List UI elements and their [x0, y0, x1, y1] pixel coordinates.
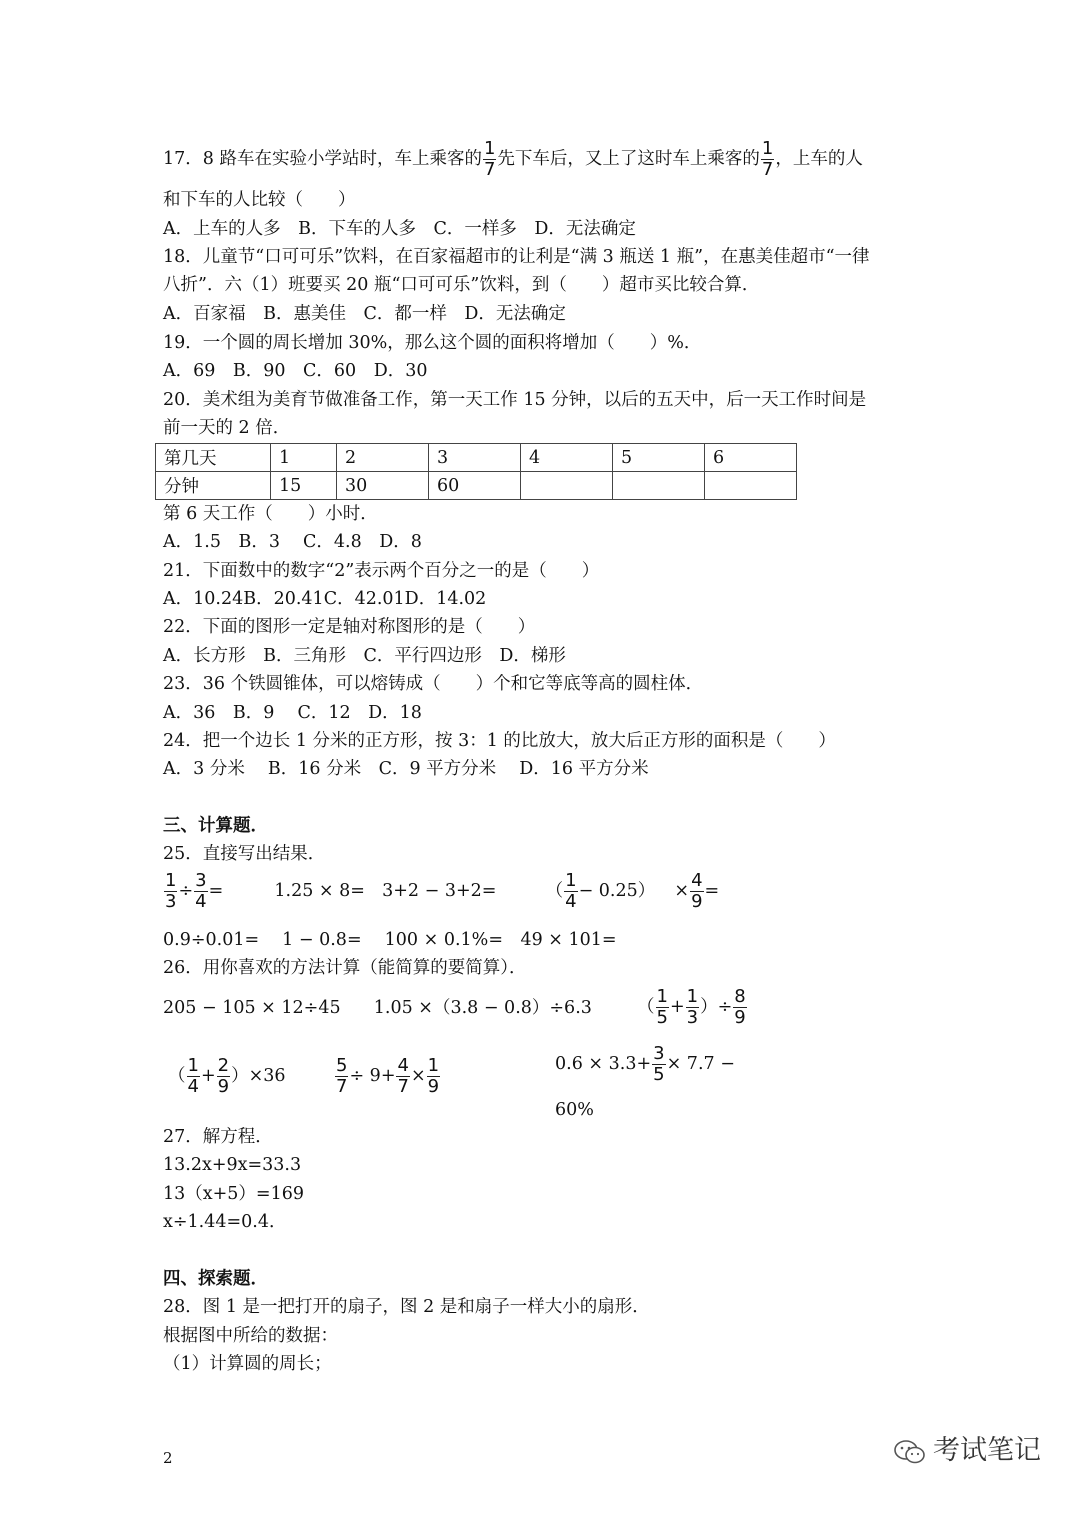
q17-fraction-1 [483, 140, 496, 179]
q20-line2: 前一天的 2 倍． [163, 418, 291, 438]
q23-options: A．36 B．9 C．12 D．18 [163, 703, 422, 723]
q26-d-close: ）×36 [231, 1066, 286, 1086]
q26-c-frac3 [733, 988, 746, 1027]
frac-num: 1 [483, 138, 496, 159]
q26-c-frac1 [656, 988, 669, 1027]
q25-e4-frac1 [564, 872, 577, 911]
q25-e4-mid: − 0.25） [578, 881, 656, 901]
q21-options: A．10.24B．20.41C．42.01D．14.02 [163, 589, 487, 609]
q26-a: 205 − 105 × 12÷45 [163, 997, 341, 1018]
q26-row1 [163, 988, 748, 1027]
q27-eq2: 13（x+5）=169 [163, 1184, 304, 1204]
q17-line1 [163, 140, 863, 179]
q17-text-suffix: ，上车的人 [775, 149, 863, 169]
q25-e1-op: ÷ [178, 881, 194, 901]
table-row [156, 444, 797, 472]
frac-num: 1 [187, 1055, 199, 1076]
table-cell: 第几天 [156, 444, 271, 472]
q19-line1: 19．一个圆的周长增加 30%，那么这个圆的面积将增加（ ）%． [163, 333, 702, 353]
table-cell [521, 472, 613, 500]
frac-den: 5 [656, 1007, 668, 1028]
page-number: 2 [163, 1449, 173, 1467]
watermark [893, 1428, 1041, 1467]
q28-line2: 根据图中所给的数据： [163, 1326, 338, 1346]
q25-e4-times: × [674, 881, 690, 901]
q21-line1: 21．下面数中的数字“2”表示两个百分之一的是（ ） [163, 561, 600, 581]
table-cell [705, 472, 797, 500]
q26-c-plus: + [670, 997, 685, 1017]
frac-den: 4 [195, 891, 207, 912]
frac-den: 7 [483, 159, 496, 180]
q20-table [155, 443, 797, 500]
frac-den: 7 [336, 1076, 348, 1097]
q26-e [334, 1057, 441, 1096]
table-cell: 5 [613, 444, 705, 472]
q18-line2: 八折”．六（1）班要买 20 瓶“口可可乐”饮料，到（ ）超市买比较合算． [163, 275, 760, 295]
section-3-title: 三、计算题． [163, 816, 268, 836]
table-cell: 30 [337, 472, 429, 500]
table-cell: 15 [271, 472, 337, 500]
frac-den: 9 [691, 891, 703, 912]
q26-e-frac2 [396, 1057, 409, 1096]
frac-num: 1 [165, 870, 177, 891]
q25-line1: 25．直接写出结果． [163, 844, 326, 864]
q17-options: A．上车的人多 B．下车的人多 C．一样多 D．无法确定 [163, 219, 636, 239]
frac-den: 7 [761, 159, 774, 180]
q22-line1: 22．下面的图形一定是轴对称图形的是（ ） [163, 617, 536, 637]
q17-text-mid: 先下车后，又上了这时车上乘客的 [497, 149, 760, 169]
frac-den: 9 [217, 1076, 230, 1097]
frac-num: 1 [427, 1055, 440, 1076]
frac-den: 3 [686, 1007, 699, 1028]
q25-row1 [163, 872, 719, 911]
watermark-text: 考试笔记 [933, 1435, 1041, 1466]
frac-num: 3 [653, 1043, 665, 1064]
q26-e-frac3 [427, 1057, 440, 1096]
frac-num: 2 [217, 1055, 230, 1076]
table-cell: 6 [705, 444, 797, 472]
q20-line1: 20．美术组为美育节做准备工作，第一天工作 15 分钟，以后的五天中，后一天工作时间是 [163, 390, 867, 410]
q27-line1: 27．解方程． [163, 1127, 273, 1147]
q25-e1-frac1 [164, 872, 177, 911]
table-cell: 分钟 [156, 472, 271, 500]
table-cell: 60 [429, 472, 521, 500]
q26-d-frac2 [217, 1057, 230, 1096]
q17-fraction-2 [761, 140, 774, 179]
q26-f-line2: 60% [555, 1100, 594, 1120]
q26-e-times: × [410, 1066, 426, 1086]
table-row [156, 472, 797, 500]
frac-num: 3 [195, 870, 207, 891]
table-cell: 3 [429, 444, 521, 472]
q25-e4-frac2 [690, 872, 703, 911]
frac-num: 4 [691, 870, 703, 891]
q26-d [168, 1057, 286, 1096]
q26-f-frac [652, 1045, 665, 1084]
q22-options: A．长方形 B．三角形 C．平行四边形 D．梯形 [163, 646, 566, 666]
frac-den: 7 [397, 1076, 409, 1097]
frac-num: 1 [565, 870, 577, 891]
q26-d-frac1 [187, 1057, 200, 1096]
q26-d-open: （ [168, 1066, 186, 1086]
q25-e1-eq: = [208, 881, 224, 901]
q24-line1: 24．把一个边长 1 分米的正方形，按 3：1 的比放大，放大后正方形的面积是（ ） [163, 731, 836, 751]
q25-e4-eq: = [704, 881, 720, 901]
q26-f [555, 1045, 735, 1084]
q26-e-frac1 [335, 1057, 348, 1096]
table-cell [613, 472, 705, 500]
frac-num: 1 [686, 986, 699, 1007]
frac-den: 5 [653, 1064, 665, 1085]
section-4-title: 四、探索题． [163, 1269, 268, 1289]
q28-line3: （1）计算圆的周长； [163, 1354, 332, 1374]
frac-den: 9 [734, 1007, 746, 1028]
q26-e-div: ÷ 9+ [349, 1066, 396, 1086]
q25-e4-open: （ [545, 881, 564, 901]
q27-eq1: 13.2x+9x=33.3 [163, 1155, 302, 1175]
q23-line1: 23．36 个铁圆锥体，可以熔铸成（ ）个和它等底等高的圆柱体． [163, 674, 704, 694]
frac-num: 1 [761, 138, 774, 159]
q25-e1-frac2 [194, 872, 207, 911]
wechat-icon [893, 1439, 927, 1465]
q17-text-prefix: 17．8 路车在实验小学站时，车上乘客的 [163, 149, 482, 169]
q26-c-open: （ [637, 997, 655, 1017]
frac-den: 3 [165, 891, 177, 912]
q25-row2: 0.9÷0.01= 1 − 0.8= 100 × 0.1%= 49 × 101= [163, 930, 617, 950]
q26-d-plus: + [200, 1066, 216, 1086]
q17-line2: 和下车的人比较（ ） [163, 190, 356, 210]
q18-options: A．百家福 B．惠美佳 C．都一样 D．无法确定 [163, 304, 566, 324]
frac-num: 5 [336, 1055, 348, 1076]
q20-after: 第 6 天工作（ ）小时． [163, 504, 378, 524]
frac-den: 9 [427, 1076, 440, 1097]
q26-line1: 26．用你喜欢的方法计算（能简算的要简算）． [163, 958, 527, 978]
frac-num: 8 [734, 986, 746, 1007]
q26-f-pre: 0.6 × 3.3+ [555, 1054, 652, 1074]
q26-f-post: × 7.7 − [666, 1054, 735, 1074]
q19-options: A．69 B．90 C．60 D．30 [163, 361, 428, 381]
q26-c-frac2 [686, 988, 699, 1027]
q26-c-close: ）÷ [700, 997, 733, 1017]
q27-eq3: x÷1.44=0.4． [163, 1212, 287, 1232]
table-cell: 4 [521, 444, 613, 472]
q25-e3: 3+2 − 3+2= [382, 881, 497, 901]
q20-options: A．1.5 B．3 C．4.8 D．8 [163, 532, 422, 552]
frac-num: 1 [656, 986, 668, 1007]
q28-line1: 28．图 1 是一把打开的扇子，图 2 是和扇子一样大小的扇形． [163, 1297, 650, 1317]
q26-b: 1.05 ×（3.8 − 0.8）÷6.3 [373, 997, 592, 1018]
q25-e2: 1.25 × 8= [274, 881, 365, 901]
table-cell: 1 [271, 444, 337, 472]
frac-den: 4 [187, 1076, 199, 1097]
frac-den: 4 [565, 891, 577, 912]
q18-line1: 18．儿童节“口可可乐”饮料，在百家福超市的让利是“满 3 瓶送 1 瓶”，在惠美佳超市“一律 [163, 247, 870, 267]
table-cell: 2 [337, 444, 429, 472]
frac-num: 4 [397, 1055, 409, 1076]
q24-options: A．3 分米 B．16 分米 C．9 平方分米 D．16 平方分米 [163, 759, 649, 779]
